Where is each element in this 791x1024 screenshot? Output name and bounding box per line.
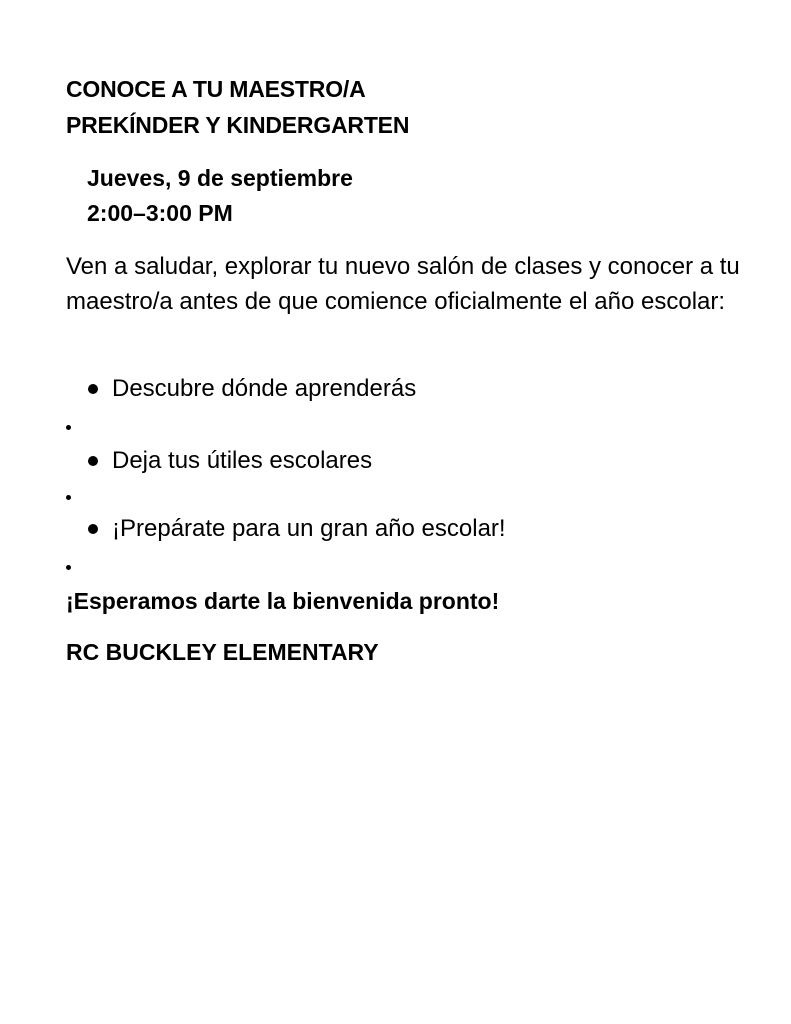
school-name: RC BUCKLEY ELEMENTARY <box>66 639 379 665</box>
event-date: Jueves, 9 de septiembre <box>87 165 353 191</box>
intro-paragraph: Ven a saludar, explorar tu nuevo salón de clases y conocer a tu maestro/a antes de que comience oficialmente el año escolar: <box>66 253 740 315</box>
stray-bullet-icon <box>66 425 71 430</box>
bullet-icon <box>88 456 98 466</box>
bullet-icon <box>88 524 98 534</box>
list-item <box>88 445 372 477</box>
list-item <box>88 513 506 545</box>
event-time: 2:00–3:00 PM <box>87 200 233 226</box>
title-line-2: PREKÍNDER Y KINDERGARTEN <box>66 112 410 138</box>
stray-bullet-icon <box>66 495 71 500</box>
closing-message: ¡Esperamos darte la bienvenida pronto! <box>66 588 500 614</box>
title-line-1: CONOCE A TU MAESTRO/A <box>66 76 366 102</box>
bullet-icon <box>88 384 98 394</box>
stray-bullet-icon <box>66 565 71 570</box>
list-item-text: ¡Prepárate para un gran año escolar! <box>112 515 506 542</box>
list-item <box>88 373 416 405</box>
list-item-text: Descubre dónde aprenderás <box>112 375 417 402</box>
list-item-text: Deja tus útiles escolares <box>112 447 373 474</box>
